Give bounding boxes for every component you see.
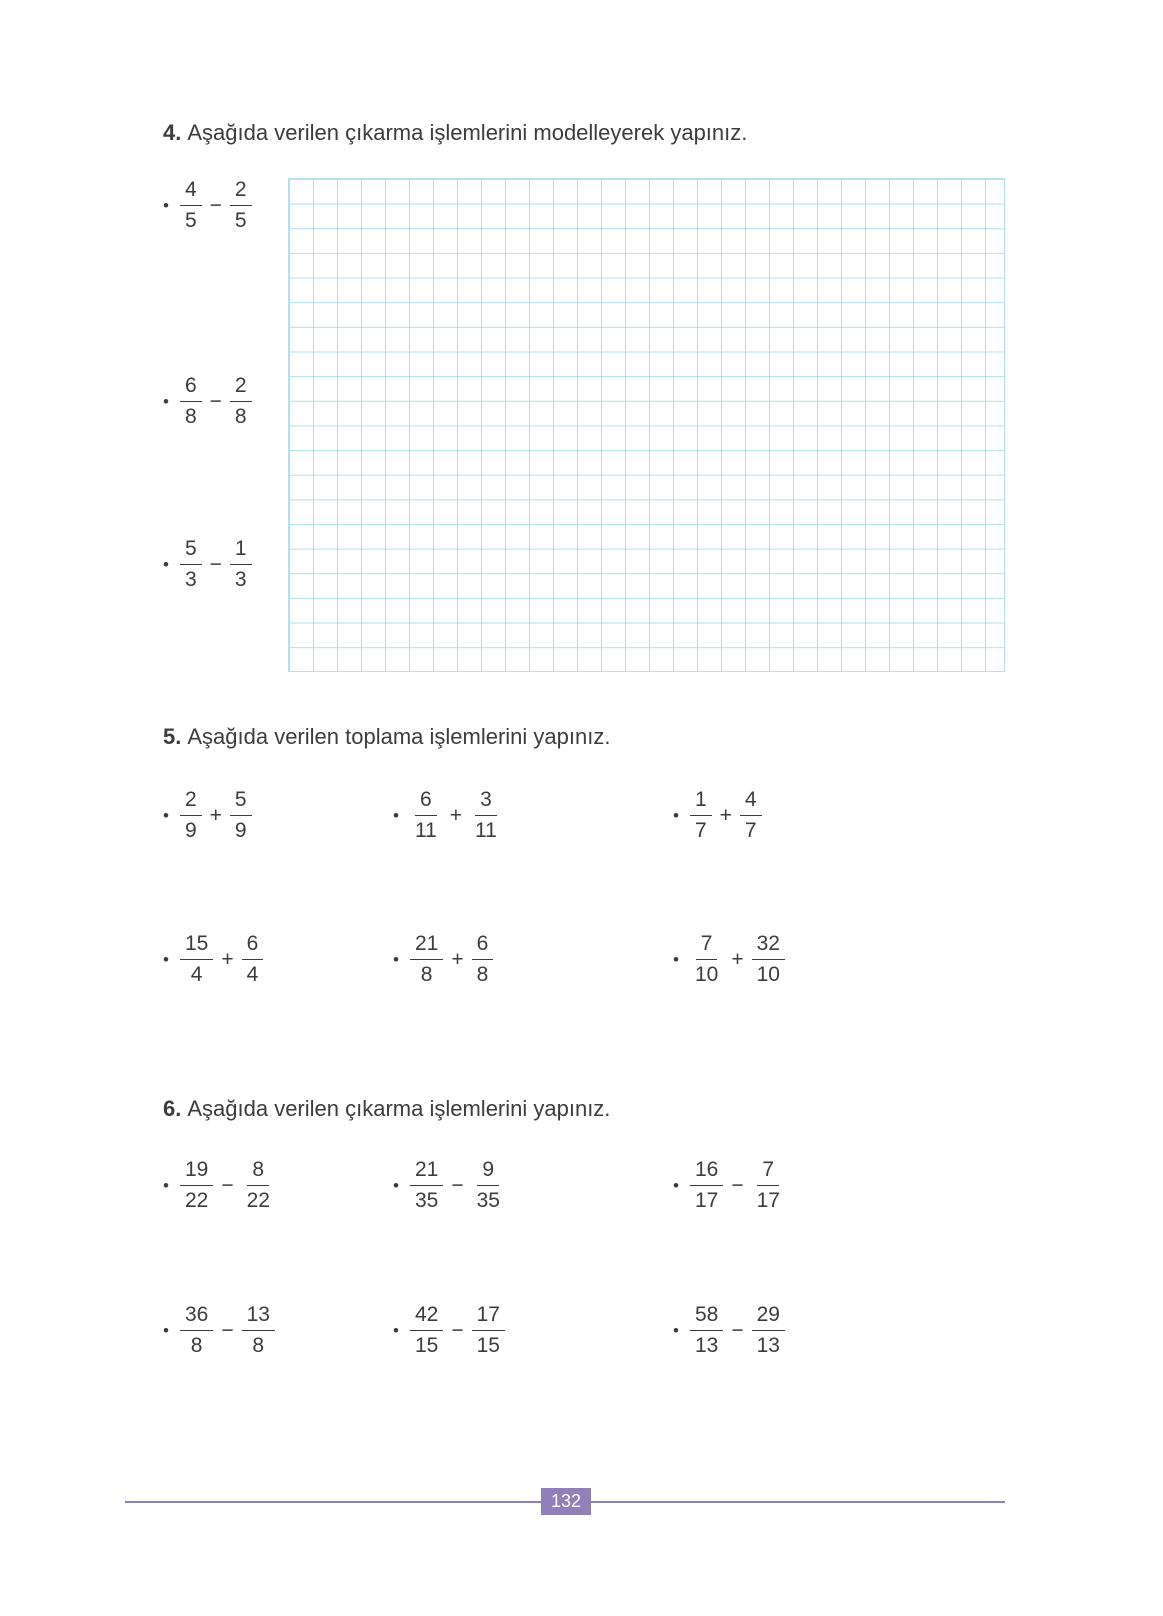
bullet-icon: • <box>163 950 169 970</box>
fraction-numerator: 1 <box>230 538 252 565</box>
fraction-second <box>472 933 494 986</box>
fraction-second <box>472 1159 505 1212</box>
q5-problem-2 <box>393 789 502 842</box>
bullet-icon: • <box>673 806 679 826</box>
question-5-number: 5. <box>163 724 182 749</box>
fraction-second <box>242 1304 275 1357</box>
fraction-numerator: 6 <box>180 375 202 402</box>
bullet-icon: • <box>673 1321 679 1341</box>
bullet-icon: • <box>163 555 169 575</box>
fraction-numerator: 36 <box>180 1304 213 1331</box>
fraction-first <box>690 1304 723 1357</box>
q6-problem-1 <box>163 1159 275 1212</box>
fraction-first <box>410 789 442 842</box>
fraction-first <box>180 789 202 842</box>
bullet-icon: • <box>163 806 169 826</box>
fraction-denominator: 10 <box>694 963 719 987</box>
fraction-first <box>410 1159 443 1212</box>
fraction-numerator: 4 <box>180 179 202 206</box>
operator: + <box>731 947 744 971</box>
q6-problem-4 <box>163 1304 275 1357</box>
fraction-numerator: 5 <box>230 789 252 816</box>
question-4-title <box>163 120 747 146</box>
fraction-denominator: 9 <box>184 819 197 843</box>
fraction-denominator: 15 <box>414 1334 439 1358</box>
fraction-numerator: 15 <box>180 933 213 960</box>
operator: − <box>221 1318 234 1342</box>
fraction-numerator: 6 <box>242 933 264 960</box>
fraction-second <box>230 375 252 428</box>
fraction-first <box>180 933 213 986</box>
q5-problem-6 <box>673 933 785 986</box>
fraction-denominator: 3 <box>184 568 197 592</box>
q5-problem-1 <box>163 789 252 842</box>
fraction-second <box>230 789 252 842</box>
fraction-numerator: 32 <box>752 933 785 960</box>
fraction-first <box>410 933 443 986</box>
fraction-second <box>472 1304 505 1357</box>
question-5-text: Aşağıda verilen toplama işlemlerini yapınız. <box>187 724 611 749</box>
operator: + <box>209 803 222 827</box>
fraction-denominator: 7 <box>694 819 707 843</box>
fraction-second <box>230 538 252 591</box>
fraction-numerator: 3 <box>475 789 497 816</box>
operator: + <box>719 803 732 827</box>
fraction-denominator: 8 <box>476 963 489 987</box>
bullet-icon: • <box>393 1176 399 1196</box>
q4-problem-1 <box>163 179 252 232</box>
operator: − <box>731 1173 744 1197</box>
fraction-denominator: 22 <box>184 1189 209 1213</box>
operator: − <box>209 193 222 217</box>
question-5-title <box>163 724 610 750</box>
operator: − <box>221 1173 234 1197</box>
q6-problem-2 <box>393 1159 505 1212</box>
fraction-denominator: 9 <box>234 819 247 843</box>
fraction-first <box>180 1304 213 1357</box>
fraction-denominator: 11 <box>414 819 437 843</box>
question-4-text: Aşağıda verilen çıkarma işlemlerini modelleyerek yapınız. <box>187 120 748 145</box>
operator: − <box>731 1318 744 1342</box>
fraction-denominator: 4 <box>246 963 259 987</box>
q6-problem-3 <box>673 1159 785 1212</box>
fraction-denominator: 13 <box>756 1334 780 1358</box>
q4-problem-2 <box>163 375 252 428</box>
q4-problem-3 <box>163 538 252 591</box>
fraction-numerator: 42 <box>410 1304 443 1331</box>
fraction-numerator: 2 <box>230 179 252 206</box>
fraction-numerator: 29 <box>752 1304 785 1331</box>
fraction-denominator: 8 <box>184 405 197 429</box>
operator: + <box>451 947 464 971</box>
fraction-second <box>740 789 762 842</box>
fraction-denominator: 8 <box>190 1334 203 1358</box>
operator: − <box>209 389 222 413</box>
fraction-numerator: 7 <box>696 933 718 960</box>
page-number-badge: 132 <box>541 1488 591 1515</box>
bullet-icon: • <box>673 950 679 970</box>
fraction-numerator: 1 <box>690 789 712 816</box>
fraction-numerator: 21 <box>410 933 443 960</box>
operator: + <box>221 947 234 971</box>
fraction-numerator: 58 <box>690 1304 723 1331</box>
q5-problem-5 <box>393 933 493 986</box>
operator: − <box>209 552 222 576</box>
bullet-icon: • <box>393 806 399 826</box>
fraction-numerator: 7 <box>757 1159 779 1186</box>
fraction-denominator: 8 <box>252 1334 265 1358</box>
fraction-numerator: 19 <box>180 1159 213 1186</box>
fraction-numerator: 21 <box>410 1159 443 1186</box>
fraction-second <box>242 933 264 986</box>
fraction-denominator: 22 <box>246 1189 270 1213</box>
fraction-denominator: 13 <box>694 1334 719 1358</box>
fraction-numerator: 2 <box>230 375 252 402</box>
fraction-first <box>410 1304 443 1357</box>
bullet-icon: • <box>673 1176 679 1196</box>
operator: − <box>451 1318 464 1342</box>
question-6-number: 6. <box>163 1096 182 1121</box>
fraction-first <box>180 538 202 591</box>
fraction-denominator: 4 <box>190 963 203 987</box>
fraction-second <box>752 1159 785 1212</box>
fraction-numerator: 5 <box>180 538 202 565</box>
operator: + <box>449 803 463 827</box>
bullet-icon: • <box>163 196 169 216</box>
fraction-denominator: 7 <box>744 819 757 843</box>
operator: − <box>451 1173 464 1197</box>
fraction-numerator: 13 <box>242 1304 275 1331</box>
fraction-denominator: 15 <box>476 1334 500 1358</box>
bullet-icon: • <box>393 1321 399 1341</box>
fraction-denominator: 35 <box>414 1189 439 1213</box>
modeling-grid <box>288 178 1005 672</box>
fraction-second <box>470 789 502 842</box>
fraction-denominator: 11 <box>475 819 497 843</box>
fraction-numerator: 6 <box>415 789 437 816</box>
fraction-numerator: 2 <box>180 789 202 816</box>
fraction-numerator: 8 <box>247 1159 269 1186</box>
fraction-first <box>690 933 723 986</box>
fraction-first <box>180 1159 213 1212</box>
fraction-denominator: 10 <box>756 963 780 987</box>
bullet-icon: • <box>163 1176 169 1196</box>
question-4-number: 4. <box>163 120 182 145</box>
bullet-icon: • <box>163 1321 169 1341</box>
fraction-numerator: 6 <box>472 933 494 960</box>
q5-problem-3 <box>673 789 762 842</box>
fraction-first <box>690 1159 723 1212</box>
question-6-text: Aşağıda verilen çıkarma işlemlerini yapınız. <box>187 1096 611 1121</box>
fraction-first <box>690 789 712 842</box>
fraction-numerator: 9 <box>477 1159 499 1186</box>
fraction-denominator: 5 <box>184 209 197 233</box>
q6-problem-5 <box>393 1304 505 1357</box>
fraction-denominator: 8 <box>420 963 433 987</box>
fraction-denominator: 3 <box>234 568 247 592</box>
fraction-second <box>752 933 785 986</box>
fraction-second <box>230 179 252 232</box>
fraction-first <box>180 179 202 232</box>
question-6-title <box>163 1096 610 1122</box>
fraction-denominator: 35 <box>476 1189 500 1213</box>
bullet-icon: • <box>163 392 169 412</box>
fraction-first <box>180 375 202 428</box>
bullet-icon: • <box>393 950 399 970</box>
fraction-denominator: 8 <box>234 405 247 429</box>
fraction-denominator: 17 <box>694 1189 719 1213</box>
fraction-denominator: 5 <box>234 209 247 233</box>
q6-problem-6 <box>673 1304 785 1357</box>
fraction-denominator: 17 <box>756 1189 780 1213</box>
fraction-second <box>242 1159 275 1212</box>
fraction-numerator: 17 <box>472 1304 505 1331</box>
q5-problem-4 <box>163 933 263 986</box>
fraction-numerator: 4 <box>740 789 762 816</box>
fraction-second <box>752 1304 785 1357</box>
fraction-numerator: 16 <box>690 1159 723 1186</box>
